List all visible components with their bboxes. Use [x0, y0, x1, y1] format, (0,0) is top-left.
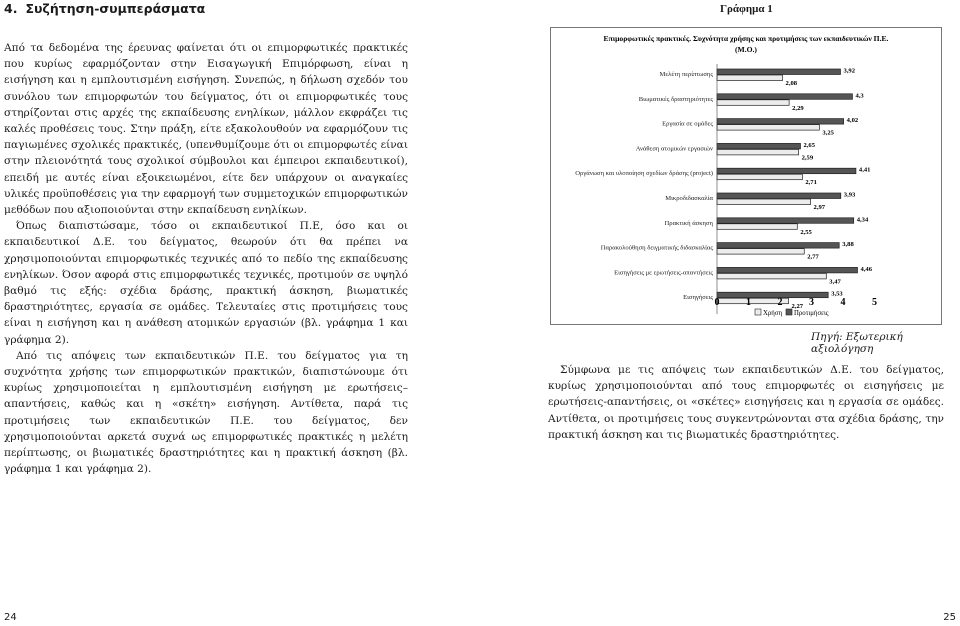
- paragraph: Από τα δεδομένα της έρευνας φαίνεται ότι οι επιμορφωτικές πρακτικές που κυρίως εφαρμόζονταν στην Εισαγωγική Επιμόρφωση, είναι η εισήγηση και η εμπλουτισμένη εισήγηση. Συνεπώς, η δήλωση σχεδόν του συνόλου των επιμορφωτών του δείγματος, ότι οι επιμορφωτικές τους στηρίζονται στις αρχές της εκπαίδευσης ενηλίκων, μάλλον εκφράζει τις καλές προθέσεις τους. Στην πράξη, είτε εξακολουθούν να εφαρμόζουν τις παγιωμένες σχολικές πρακτικές, (υπενθυμίζουμε ότι οι επιμορφωτές είναι στην πλειονότητά τους σχολικοί σύμβουλοι και έμπειροι εκπαιδευτικοί), επειδή με αυτές είναι εξοικειωμένοι, είτε δεν υπάρχουν οι αναγκαίες υλικές προϋποθέσεις για την εφαρμογή των συμμετοχικών επιμορφωτικών μεθόδων που αξιοποιούνται στην εκπαίδευση ενηλίκων.: [4, 42, 408, 217]
- bar-preference: [717, 94, 852, 100]
- x-tick-label: 5: [872, 297, 877, 308]
- bar-preference: [717, 193, 841, 199]
- section-number: 4.: [4, 1, 18, 16]
- legend-swatch-usage: [755, 309, 761, 315]
- data-label: 3,25: [822, 129, 834, 137]
- x-tick-label: 3: [809, 297, 814, 308]
- bar-preference: [717, 218, 854, 224]
- data-label: 4,34: [856, 216, 869, 224]
- x-tick-label: 1: [746, 297, 751, 308]
- left-body-text: [4, 40, 408, 477]
- x-tick-label: 0: [714, 297, 720, 308]
- data-label: 4,46: [860, 265, 873, 273]
- bar-usage: [717, 174, 802, 180]
- bar-preference: [717, 143, 800, 149]
- legend-swatch-preference: [786, 309, 792, 315]
- paragraph: Από τις απόψεις των εκπαιδευτικών Π.Ε. του δείγματος για τη συχνότητα χρήσης των επιμορφωτικών πρακτικών, διαπιστώνουμε ότι κυρίως χρησιμοποιείται η εμπλουτισμένη εισήγηση με ερωτήσεις–απαντήσεις, καθώς και η «σκέτη» εισήγηση. Αντίθετα, παρά τις προτιμήσεις των εκπαιδευτικών Π.Ε. του δείγματος, δεν χρησιμοποιούνται αρκετά συχνά ως επιμορφωτικές πρακτικές η μελέτη περίπτωσης, οι βιωματικές δραστηριότητες και η πρακτική άσκηση (βλ. γράφημα 1 και γράφημα 2).: [4, 349, 408, 476]
- bar-preference: [717, 168, 856, 174]
- data-label: 2,27: [791, 303, 804, 311]
- chart-title: Επιμορφωτικές πρακτικές. Συχνότητα χρήσης και προτιμήσεις των εκπαιδευτικών Π.Ε.: [603, 34, 889, 43]
- paragraph: Σύμφωνα με τις απόψεις των εκπαιδευτικών Δ.Ε. του δείγματος, κυρίως χρησιμοποιούνται από τους επιμορφωτές οι εισηγήσεις με ερωτήσεις-απαντήσεις, οι «σκέτες» εισηγήσεις και η εργασία σε ομάδες. Αντίθετα, οι προτιμήσεις τους συγκεντρώνονται στα σχέδια δράσης, την πρακτική άσκηση και τις βιωματικές δραστηριότητες.: [548, 364, 944, 441]
- bar-usage: [717, 199, 811, 205]
- right-page: [480, 0, 960, 626]
- category-label: Παρακολούθηση δειγματικής διδασκαλίας: [600, 244, 713, 252]
- category-label: Μικροδιδασκαλία: [665, 195, 713, 202]
- data-label: 4,3: [855, 92, 864, 100]
- bar-usage: [717, 273, 826, 279]
- data-label: 2,08: [785, 80, 798, 87]
- paragraph: Όπως διαπιστώσαμε, τόσο οι εκπαιδευτικοί Π.Ε, όσο και οι εκπαιδευτικοί Δ.Ε. του δείγματος, θεωρούν ότι θα πρέπει να χρησιμοποιούνται επιμορφωτικές τεχνικές από το πεδίο της εκπαίδευσης ενηλίκων. Όσον αφορά στις επιμορφωτικές τεχνικές, προτιμούν σε υψηλό βαθμό τις εξής: σχέδια δράσης, πρακτική άσκηση, βιωματικές δραστηριότητες, εργασία σε ομάδες. Τελευταίες στις προτιμήσεις τους είναι η εισήγηση και η ανάθεση ατομικών εργασιών (βλ. γράφημα 1 και γράφημα 2).: [4, 220, 408, 346]
- category-label: Ανάθεση ατομικών εργασιών: [635, 145, 713, 153]
- category-label: Εργασία σε ομάδες: [662, 120, 713, 128]
- section-title: Συζήτηση-συμπεράσματα: [25, 1, 206, 16]
- category-label: Μελέτη περίπτωσης: [659, 71, 713, 78]
- bar-preference: [717, 69, 840, 75]
- data-label: 2,59: [801, 154, 814, 162]
- x-tick-label: 4: [840, 297, 846, 308]
- data-label: 2,71: [805, 179, 817, 187]
- bar-preference: [717, 267, 857, 273]
- category-label: Εισηγήσεις: [683, 294, 713, 302]
- data-label: 2,29: [792, 104, 804, 112]
- data-label: 2,65: [803, 141, 816, 149]
- legend-label-usage: Χρήση: [763, 310, 783, 317]
- bar-usage: [717, 75, 783, 81]
- category-label: Βιωματικές δραστηριότητες: [638, 95, 713, 103]
- page-number-left: 24: [4, 612, 17, 623]
- data-label: 4,02: [846, 117, 859, 125]
- data-label: 3,93: [843, 191, 856, 199]
- data-label: 3,88: [842, 241, 854, 249]
- x-tick-label: 2: [777, 297, 783, 308]
- bar-usage: [717, 149, 799, 155]
- data-label: 2,77: [807, 253, 819, 261]
- legend-label-preference: Προτιμήσεις: [794, 310, 829, 317]
- chart-title-line2: (Μ.Ο.): [735, 45, 757, 54]
- section-heading: [4, 1, 205, 16]
- category-label: Εισηγήσεις με ερωτήσεις-απαντήσεις: [614, 269, 713, 277]
- bar-usage: [717, 125, 819, 131]
- bar-preference: [717, 119, 844, 125]
- data-label: 3,47: [829, 278, 841, 286]
- bar-usage: [717, 100, 789, 106]
- data-label: 2,97: [813, 204, 826, 211]
- right-body-text: [548, 362, 944, 443]
- chart-frame: [550, 27, 942, 325]
- category-label: Πρακτική άσκηση: [664, 219, 713, 227]
- page-number-right: 25: [943, 612, 956, 623]
- bar-chart: [551, 28, 941, 324]
- data-label: 3,53: [831, 290, 843, 298]
- category-label: Οργάνωση και υλοποίηση σχεδίων δράσης (project): [575, 170, 713, 178]
- data-label: 4,41: [858, 166, 871, 174]
- data-label: 3,92: [843, 67, 856, 75]
- bar-usage: [717, 249, 804, 255]
- figure-title: Γράφημα 1: [720, 3, 773, 15]
- bar-preference: [717, 243, 839, 249]
- figure-source: Πηγή: Εξωτερική αξιολόγηση: [811, 331, 903, 355]
- data-label: 2,55: [800, 228, 812, 236]
- bar-usage: [717, 224, 797, 230]
